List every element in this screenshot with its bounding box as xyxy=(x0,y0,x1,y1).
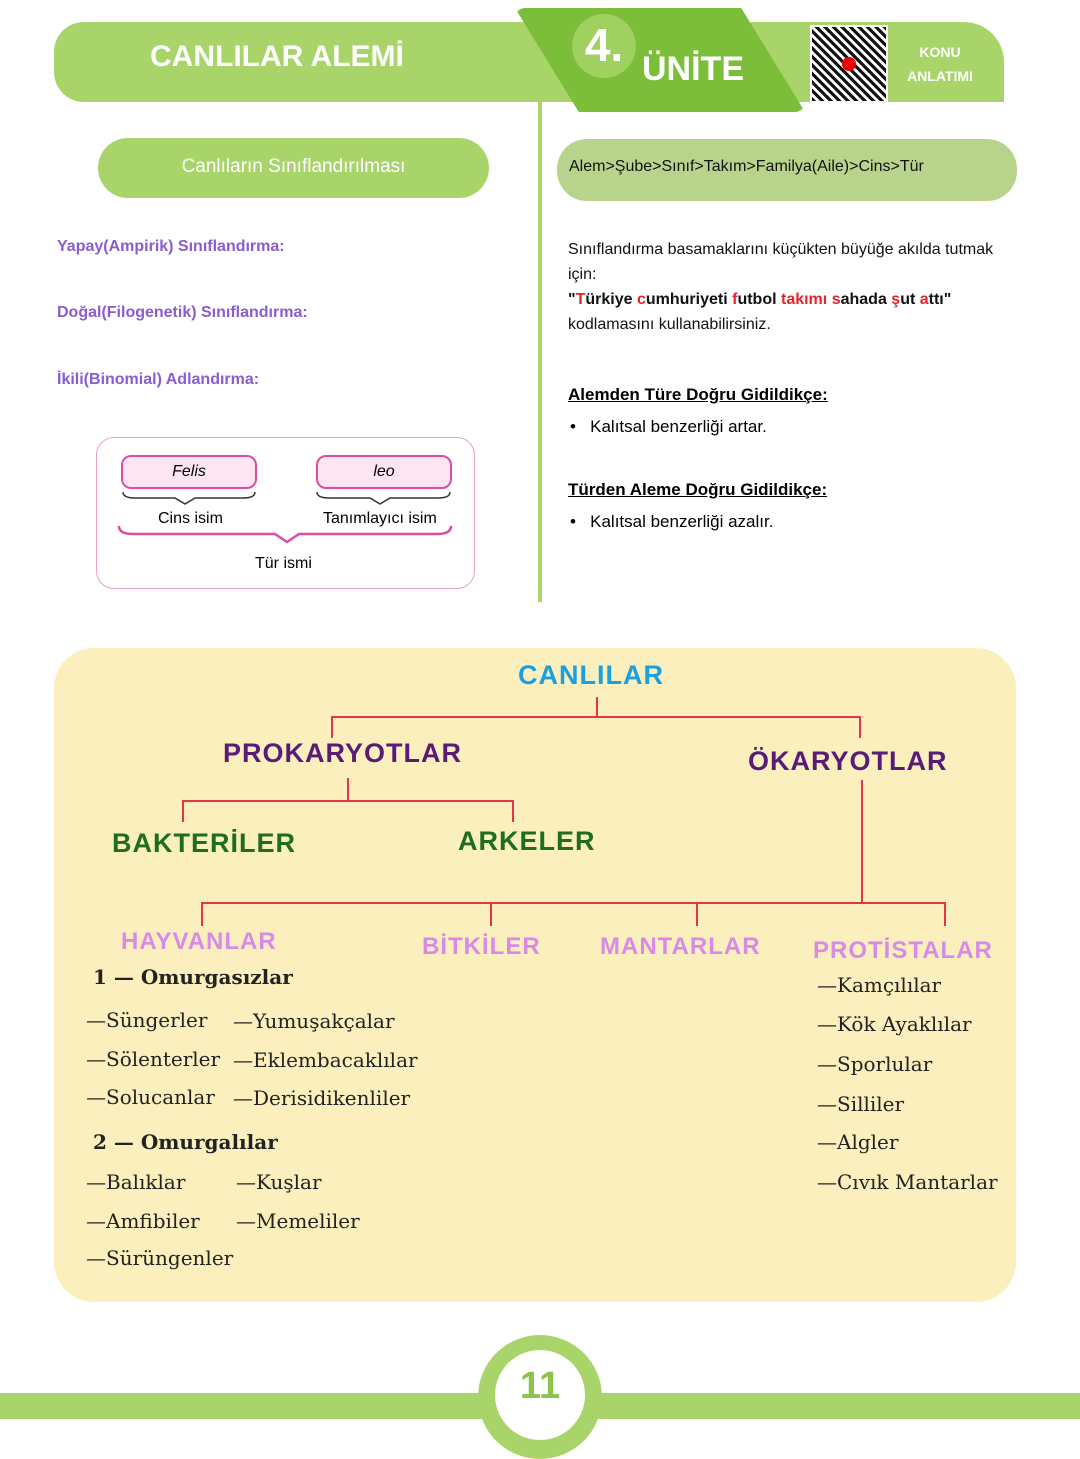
list-item: —Algler xyxy=(817,1130,899,1154)
node-protistalar: PROTİSTALAR xyxy=(813,937,993,964)
list-item: —Solucanlar xyxy=(86,1085,215,1109)
tree-line xyxy=(490,902,492,926)
page-number: 11 xyxy=(495,1350,585,1440)
list-item: —Eklembacaklılar xyxy=(233,1048,418,1072)
tree-line xyxy=(512,800,514,822)
node-bitkiler: BİTKİLER xyxy=(422,933,541,960)
node-hayvanlar: HAYVANLAR xyxy=(121,928,277,955)
dogal-heading: Doğal(Filogenetik) Sınıflandırma: xyxy=(57,304,308,321)
node-canlilar: CANLILAR xyxy=(518,660,664,690)
list-item: —Sürüngenler xyxy=(86,1246,234,1270)
omurgalilar-heading: 2 — Omurgalılar xyxy=(93,1130,278,1154)
node-bakteriler: BAKTERİLER xyxy=(112,828,296,858)
tree-line xyxy=(201,902,946,904)
node-arkeler: ARKELER xyxy=(458,826,596,856)
mnemonic-segment: a xyxy=(919,291,929,308)
mnemonic-segment: f xyxy=(732,291,738,308)
anlatimi-text: ANLATIMI xyxy=(907,68,973,84)
species-name-label: Tür ismi xyxy=(255,555,312,572)
tree-line xyxy=(696,902,698,926)
tree-line xyxy=(861,780,863,902)
mnemonic-segment: c xyxy=(636,291,646,308)
mnemonic-outro: kodlamasını kullanabilirsiniz. xyxy=(568,316,771,333)
list-item: —Derisidikenliler xyxy=(233,1086,411,1110)
list-item: —Yumuşakçalar xyxy=(233,1009,395,1033)
omurgasizlar-heading: 1 — Omurgasızlar xyxy=(93,965,293,989)
mnemonic-block xyxy=(568,237,1018,337)
list-item: —Kamçılılar xyxy=(817,973,942,997)
tree-line xyxy=(201,902,203,926)
mnemonic-segment: ş xyxy=(891,291,901,308)
node-prokaryotlar: PROKARYOTLAR xyxy=(223,738,462,768)
mnemonic-segment: ut xyxy=(900,291,920,308)
genus-tag: Felis xyxy=(121,455,257,489)
mnemonic-segment: ürkiye xyxy=(585,291,637,308)
tree-line xyxy=(347,778,349,800)
tree-line xyxy=(182,800,184,822)
node-mantarlar: MANTARLAR xyxy=(600,933,761,960)
unit-number: 4. xyxy=(572,14,636,78)
mnemonic-segment: s xyxy=(831,291,841,308)
tree-line xyxy=(596,697,598,717)
list-item: —Silliler xyxy=(817,1092,905,1116)
list-item: —Memeliler xyxy=(236,1209,360,1233)
konu-text: KONU xyxy=(919,44,961,60)
bullet-text: Kalıtsal benzerliği azalır. xyxy=(590,512,774,531)
bullet-item: • Kalıtsal benzerliği azalır. xyxy=(570,512,774,531)
hierarchy-pill: Alem>Şube>Sınıf>Takım>Familya(Aile)>Cins>Tür xyxy=(557,139,1017,201)
list-item: —Kuşlar xyxy=(236,1170,322,1194)
node-okaryotlar: ÖKARYOTLAR xyxy=(748,746,948,776)
list-item: —Kök Ayaklılar xyxy=(817,1012,972,1036)
tree-line xyxy=(859,716,861,738)
tree-line xyxy=(944,902,946,926)
tree-line xyxy=(331,716,333,738)
qr-code-icon[interactable] xyxy=(810,25,888,103)
section-pill: Canlıların Sınıflandırılması xyxy=(98,138,489,198)
list-item: —Süngerler xyxy=(86,1008,208,1032)
species-label: Tanımlayıcı isim xyxy=(323,510,437,527)
mnemonic-segment: takımı xyxy=(780,291,828,308)
list-item: —Sölenterler xyxy=(86,1047,221,1071)
mnemonic-segment: " xyxy=(568,291,576,308)
list-item: —Amfibiler xyxy=(86,1209,200,1233)
mnemonic-segment: umhuriyeti xyxy=(645,291,733,308)
alem-to-tur-heading: Alemden Türe Doğru Gidildikçe: xyxy=(568,385,828,404)
mnemonic-segment: T xyxy=(575,291,586,308)
mnemonic xyxy=(568,287,1018,312)
mnemonic-segment: utbol xyxy=(737,291,781,308)
tur-to-alem-heading: Türden Aleme Doğru Gidildikçe: xyxy=(568,480,828,499)
list-item: —Balıklar xyxy=(86,1170,186,1194)
list-item: —Cıvık Mantarlar xyxy=(817,1170,998,1194)
tree-line xyxy=(182,800,514,802)
mnemonic-segment: ttı" xyxy=(928,291,952,308)
bullet-text: Kalıtsal benzerliği artar. xyxy=(590,417,767,436)
mnemonic-intro: Sınıflandırma basamaklarını küçükten büyüğe akılda tutmak için: xyxy=(568,241,994,283)
list-item: —Sporlular xyxy=(817,1052,933,1076)
tree-line xyxy=(331,716,861,718)
chapter-title: CANLILAR ALEMİ xyxy=(150,40,404,73)
play-icon xyxy=(842,57,856,71)
konu-anlatimi-label xyxy=(895,40,985,88)
genus-label: Cins isim xyxy=(158,510,223,527)
bullet-item: • Kalıtsal benzerliği artar. xyxy=(570,417,767,436)
mnemonic-segment: ahada xyxy=(840,291,892,308)
yapay-heading: Yapay(Ampirik) Sınıflandırma: xyxy=(57,238,285,255)
species-tag: leo xyxy=(316,455,452,489)
ikili-heading: İkili(Binomial) Adlandırma: xyxy=(57,371,260,388)
unit-label: ÜNİTE xyxy=(642,50,744,88)
column-divider xyxy=(538,100,542,602)
